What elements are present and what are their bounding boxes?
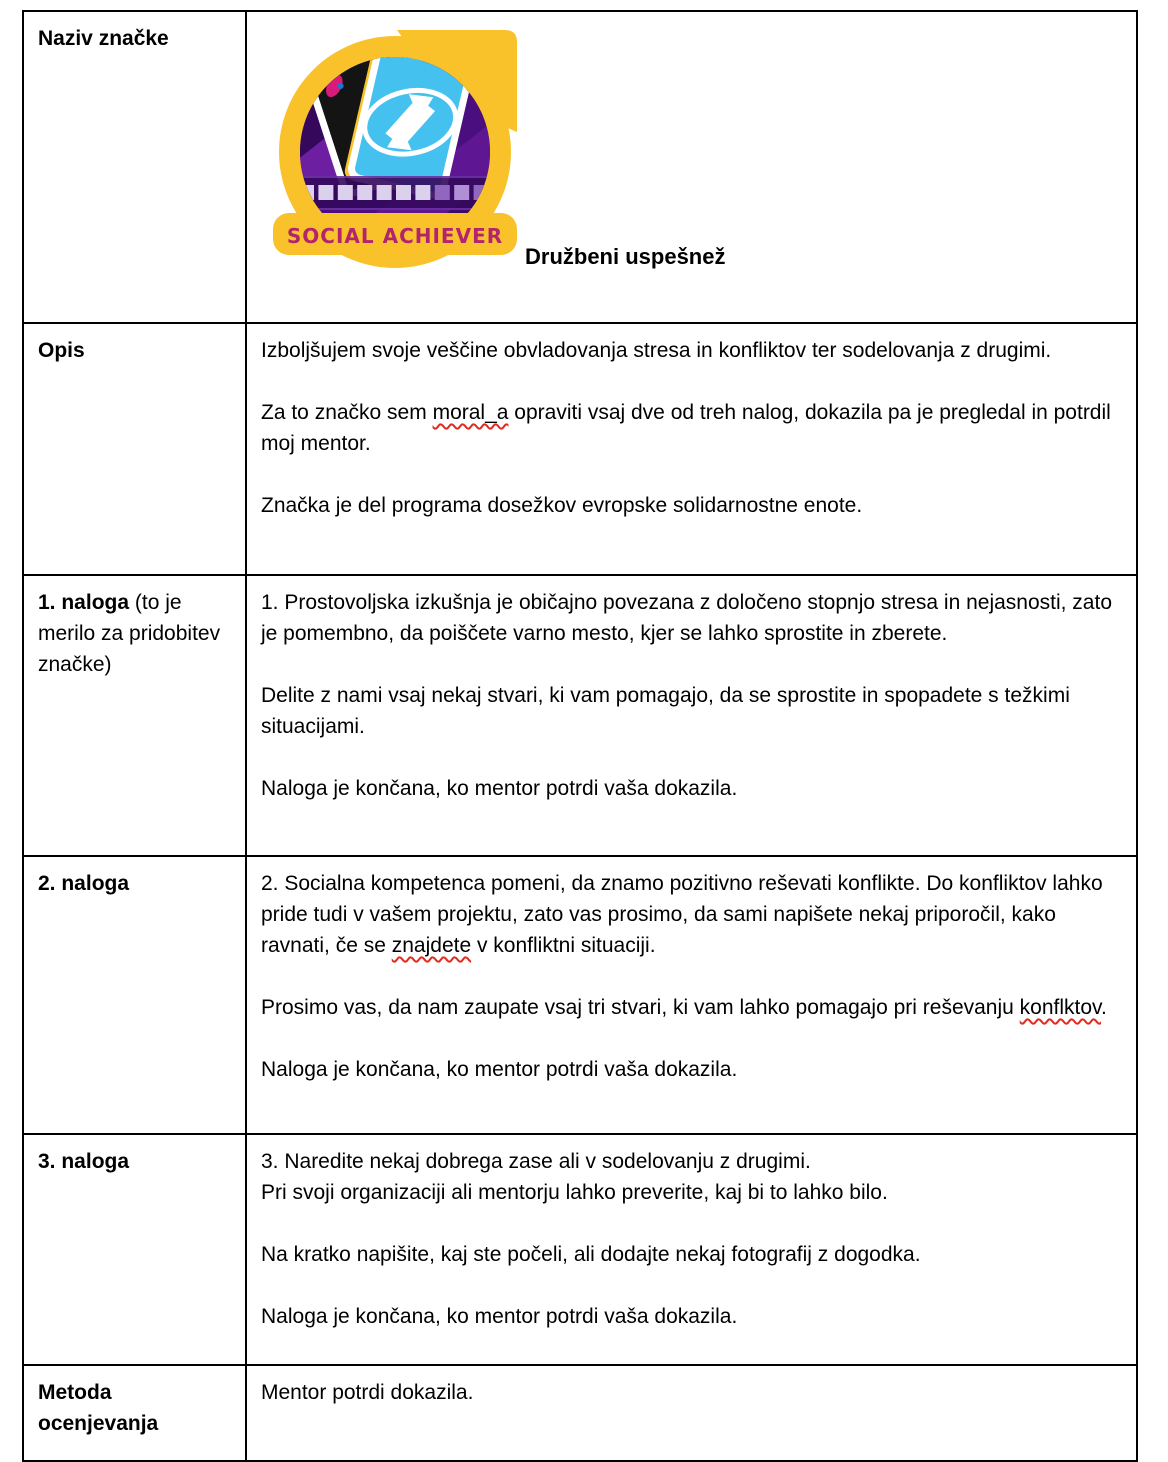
naloga-2-cell xyxy=(246,856,1137,1134)
row-label-naloga-2 xyxy=(23,856,246,1134)
progress-square xyxy=(435,185,450,200)
paragraph: Naloga je končana, ko mentor potrdi vaša dokazila. xyxy=(261,777,738,800)
table-row xyxy=(23,11,1137,323)
progress-square xyxy=(396,185,411,200)
row-label-text: Opis xyxy=(38,339,85,362)
progress-square xyxy=(318,185,333,200)
row-label-text: 2. naloga xyxy=(38,872,130,895)
row-label-naloga-3 xyxy=(23,1134,246,1365)
row-label-text: 1. naloga xyxy=(38,591,130,614)
paragraph: Mentor potrdi dokazila. xyxy=(261,1381,474,1404)
paragraph: 2. Socialna kompetenca pomeni, da znamo pozitivno reševati konflikte. Do konfliktov lahko pride tudi v vašem projektu, zato vas prosimo, da sami napišete nekaj priporočil, kako ravnati, če se znajdete v konfliktni situaciji. xyxy=(261,872,1103,957)
paragraph: Naloga je končana, ko mentor potrdi vaša dokazila. xyxy=(261,1305,738,1328)
row-label-opis xyxy=(23,323,246,575)
table-row xyxy=(23,856,1137,1134)
table-row xyxy=(23,323,1137,575)
paragraph: Pri svoji organizaciji ali mentorju lahko preverite, kaj bi to lahko bilo. xyxy=(261,1181,888,1204)
badge-progress-bar xyxy=(293,177,497,209)
row-label-naziv-znacke xyxy=(23,11,246,323)
badge-title: Družbeni uspešnež xyxy=(525,244,726,269)
table-row xyxy=(23,1365,1137,1461)
badge-banner xyxy=(273,213,517,255)
naloga-3-cell xyxy=(246,1134,1137,1365)
paragraph: 3. Naredite nekaj dobrega zase ali v sodelovanju z drugimi. xyxy=(261,1150,811,1173)
paragraph: Prosimo vas, da nam zaupate vsaj tri stvari, ki vam lahko pomagajo pri reševanju konflktov. xyxy=(261,996,1107,1019)
paragraph: Na kratko napišite, kaj ste počeli, ali dodajte nekaj fotografij z dogodka. xyxy=(261,1243,921,1266)
paragraph: Izboljšujem svoje veščine obvladovanja stresa in konfliktov ter sodelovanja z drugimi. xyxy=(261,339,1052,362)
row-label-text: Metoda ocenjevanja xyxy=(38,1381,159,1435)
progress-square xyxy=(338,185,353,200)
badge-info-table xyxy=(22,10,1138,1462)
paragraph: Za to značko sem moral_a opraviti vsaj dve od treh nalog, dokazila pa je pregledal in potrdil moj mentor. xyxy=(261,401,1111,455)
row-label-naloga-1: 1. naloga (to je merilo za pridobitev značke) xyxy=(23,575,246,856)
table-row xyxy=(23,1134,1137,1365)
row-label-metoda-ocenjevanja xyxy=(23,1365,246,1461)
opis-cell xyxy=(246,323,1137,575)
naloga-1-cell xyxy=(246,575,1137,856)
row-label-text: Naziv značke xyxy=(38,27,169,50)
misspelled-word: moral_a xyxy=(432,401,509,424)
row-label-text: 3. naloga xyxy=(38,1150,130,1173)
misspelled-word: konflktov xyxy=(1019,996,1101,1019)
progress-square xyxy=(377,185,392,200)
paragraph: Značka je del programa dosežkov evropske solidarnostne enote. xyxy=(261,494,863,517)
progress-square xyxy=(357,185,372,200)
badge-image xyxy=(269,28,521,272)
progress-square xyxy=(454,185,469,200)
metoda-cell xyxy=(246,1365,1137,1461)
badge-cell xyxy=(246,11,1137,323)
paragraph: Naloga je končana, ko mentor potrdi vaša dokazila. xyxy=(261,1058,738,1081)
table-row xyxy=(23,575,1137,856)
paragraph: 1. Prostovoljska izkušnja je običajno povezana z določeno stopnjo stresa in nejasnosti, zato je pomembno, da poiščete varno mesto, kjer se lahko sprostite in zberete. xyxy=(261,591,1113,645)
misspelled-word: znajdete xyxy=(391,934,472,957)
badge-banner-text: SOCIAL ACHIEVER xyxy=(286,224,504,248)
paragraph: Delite z nami vsaj nekaj stvari, ki vam pomagajo, da se sprostite in spopadete s težkimi situacijami. xyxy=(261,684,1070,738)
progress-square xyxy=(415,185,430,200)
